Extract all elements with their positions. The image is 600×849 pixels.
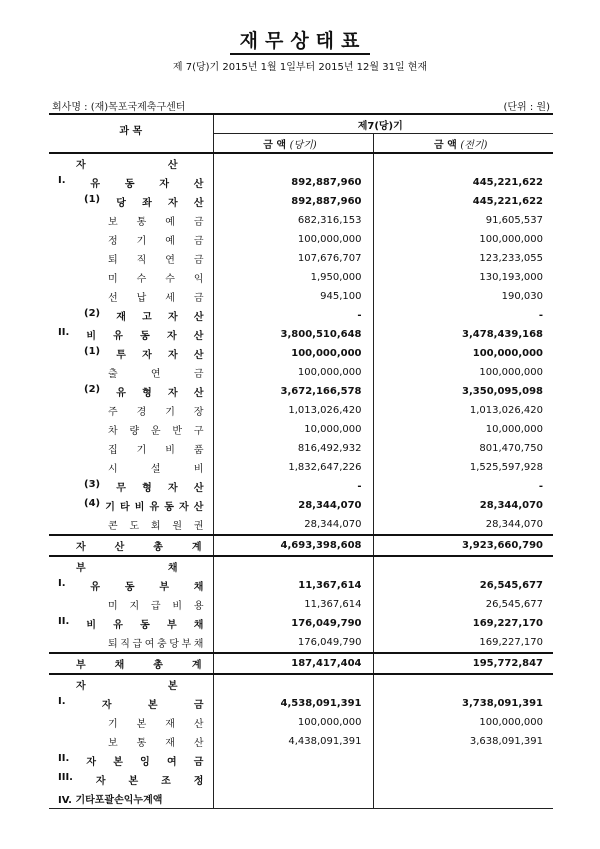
table-row [49, 653, 553, 674]
table-row [49, 751, 553, 770]
account-label: I. 유 동 부 채 [58, 578, 204, 593]
account-label: II. 비 유 동 부 채 [58, 616, 204, 631]
prior-amount-header: 금 액 (전기) [373, 134, 553, 154]
table-row [49, 325, 553, 344]
current-amount: 11,367,614 [213, 576, 373, 595]
document-title: 재무상태표 [0, 26, 600, 53]
table-row [49, 439, 553, 458]
account-label: 자 산 총 계 [49, 535, 213, 556]
table-row [49, 770, 553, 789]
table-row [49, 230, 553, 249]
account-label: 출 연 금 [108, 369, 204, 380]
table-row [49, 382, 553, 401]
account-label: 보 통 재 산 [108, 738, 204, 749]
table-row [49, 732, 553, 751]
prior-amount: 100,000,000 [373, 344, 553, 363]
table-row [49, 595, 553, 614]
table-row [49, 515, 553, 535]
table-row [49, 614, 553, 633]
table-row [49, 477, 553, 496]
current-amount: - [213, 477, 373, 496]
prior-amount: 91,605,537 [373, 211, 553, 230]
company-name: 회사명 : (재)목포국제축구센터 [52, 102, 186, 113]
prior-amount: 130,193,000 [373, 268, 553, 287]
account-label: 주 경 기 장 [108, 407, 204, 418]
current-amount: 1,013,026,420 [213, 401, 373, 420]
table-row [49, 694, 553, 713]
account-label: (3) 무 형 자 산 [84, 479, 204, 494]
prior-amount: 445,221,622 [373, 192, 553, 211]
current-amount [213, 789, 373, 809]
account-label: I. 유 동 자 산 [58, 175, 204, 190]
table-row [49, 535, 553, 556]
current-amount-header: 금 액 (당기) [213, 134, 373, 154]
current-amount [213, 674, 373, 694]
current-amount: 100,000,000 [213, 344, 373, 363]
current-amount: 11,367,614 [213, 595, 373, 614]
table-row [49, 633, 553, 653]
account-label: 미 수 수 익 [108, 274, 204, 285]
current-amount: 816,492,932 [213, 439, 373, 458]
prior-amount: 445,221,622 [373, 173, 553, 192]
account-label: 자 산 [76, 160, 178, 171]
prior-amount: 28,344,070 [373, 515, 553, 535]
account-label: 자 본 [76, 681, 178, 692]
current-amount: 187,417,404 [213, 653, 373, 674]
prior-amount: 100,000,000 [373, 230, 553, 249]
prior-amount: 195,772,847 [373, 653, 553, 674]
account-label: I. 자 본 금 [58, 696, 204, 711]
account-label: 집 기 비 품 [108, 445, 204, 456]
account-label: 미 지 급 비 용 [108, 601, 204, 612]
table-row [49, 420, 553, 439]
table-row [49, 306, 553, 325]
current-amount [213, 556, 373, 576]
current-amount: 892,887,960 [213, 173, 373, 192]
account-label: 보 통 예 금 [108, 217, 204, 228]
table-row [49, 674, 553, 694]
current-amount: 945,100 [213, 287, 373, 306]
prior-amount [373, 751, 553, 770]
account-label: 기 본 재 산 [108, 719, 204, 730]
table-row [49, 458, 553, 477]
prior-amount: 100,000,000 [373, 363, 553, 382]
current-amount: 176,049,790 [213, 614, 373, 633]
prior-amount: 169,227,170 [373, 614, 553, 633]
prior-amount: 3,738,091,391 [373, 694, 553, 713]
account-label: 부 채 [76, 563, 178, 574]
table-row [49, 153, 553, 173]
current-amount: 3,800,510,648 [213, 325, 373, 344]
prior-amount: 10,000,000 [373, 420, 553, 439]
table-row [49, 192, 553, 211]
current-amount [213, 751, 373, 770]
table-row [49, 789, 553, 809]
account-label: 정 기 예 금 [108, 236, 204, 247]
table-row [49, 173, 553, 192]
current-amount: 10,000,000 [213, 420, 373, 439]
prior-amount: 26,545,677 [373, 595, 553, 614]
period-subtitle: 제 7(당)기 2015년 1월 1일부터 2015년 12월 31일 현재 [172, 62, 428, 73]
prior-amount [373, 770, 553, 789]
prior-amount: 26,545,677 [373, 576, 553, 595]
current-amount: 3,672,166,578 [213, 382, 373, 401]
account-label: III. 자 본 조 정 [58, 772, 204, 787]
current-amount: 892,887,960 [213, 192, 373, 211]
table-row [49, 713, 553, 732]
account-label: II. 자 본 잉 여 금 [58, 753, 204, 768]
current-amount: 100,000,000 [213, 363, 373, 382]
current-amount: 176,049,790 [213, 633, 373, 653]
current-amount: 4,693,398,608 [213, 535, 373, 556]
account-label: 퇴 직 급 여 충 당 부 채 [108, 639, 204, 650]
table-row [49, 363, 553, 382]
period-header: 제7(당)기 [213, 114, 553, 134]
current-amount: 100,000,000 [213, 230, 373, 249]
balance-sheet-table [49, 113, 553, 809]
table-row [49, 249, 553, 268]
account-label: 부 채 총 계 [49, 653, 213, 674]
prior-amount: 801,470,750 [373, 439, 553, 458]
prior-amount: - [373, 306, 553, 325]
table-subheader-row [49, 134, 553, 154]
prior-amount: 3,923,660,790 [373, 535, 553, 556]
prior-amount [373, 789, 553, 809]
table-row [49, 496, 553, 515]
current-amount: - [213, 306, 373, 325]
account-label: (1) 투 자 자 산 [84, 346, 204, 361]
unit-label: (단위 : 원) [503, 102, 550, 113]
current-amount: 682,316,153 [213, 211, 373, 230]
account-label: 차 량 운 반 구 [108, 426, 204, 437]
prior-amount: 123,233,055 [373, 249, 553, 268]
prior-amount: 3,478,439,168 [373, 325, 553, 344]
prior-amount: 28,344,070 [373, 496, 553, 515]
account-label: (2) 유 형 자 산 [84, 384, 204, 399]
prior-amount [373, 153, 553, 173]
current-amount: 1,950,000 [213, 268, 373, 287]
table-row [49, 556, 553, 576]
account-header: 과 목 [49, 134, 213, 154]
account-label: (1) 당 좌 자 산 [84, 194, 204, 209]
account-label: 콘 도 회 원 권 [108, 521, 204, 532]
table-row [49, 576, 553, 595]
current-amount [213, 770, 373, 789]
account-label: II. 비 유 동 자 산 [58, 327, 204, 342]
current-amount [213, 153, 373, 173]
prior-amount: 3,350,095,098 [373, 382, 553, 401]
account-label: IV. 기타포괄손익누계액 [49, 789, 213, 809]
prior-amount [373, 556, 553, 576]
prior-amount: 100,000,000 [373, 713, 553, 732]
prior-amount: 190,030 [373, 287, 553, 306]
account-label: 시 설 비 [108, 464, 204, 475]
current-amount: 107,676,707 [213, 249, 373, 268]
current-amount: 28,344,070 [213, 496, 373, 515]
table-row [49, 268, 553, 287]
table-row [49, 211, 553, 230]
table-row [49, 287, 553, 306]
account-label: (4) 기 타 비 유 동 자 산 [84, 498, 204, 513]
prior-amount: 169,227,170 [373, 633, 553, 653]
prior-amount: 3,638,091,391 [373, 732, 553, 751]
prior-amount: 1,525,597,928 [373, 458, 553, 477]
table-row [49, 344, 553, 363]
prior-amount: 1,013,026,420 [373, 401, 553, 420]
current-amount: 4,538,091,391 [213, 694, 373, 713]
prior-amount [373, 674, 553, 694]
prior-amount: - [373, 477, 553, 496]
account-label: (2) 재 고 자 산 [84, 308, 204, 323]
current-amount: 100,000,000 [213, 713, 373, 732]
account-label: 선 납 세 금 [108, 293, 204, 304]
current-amount: 1,832,647,226 [213, 458, 373, 477]
account-label: 퇴 직 연 금 [108, 255, 204, 266]
current-amount: 4,438,091,391 [213, 732, 373, 751]
table-row [49, 401, 553, 420]
current-amount: 28,344,070 [213, 515, 373, 535]
